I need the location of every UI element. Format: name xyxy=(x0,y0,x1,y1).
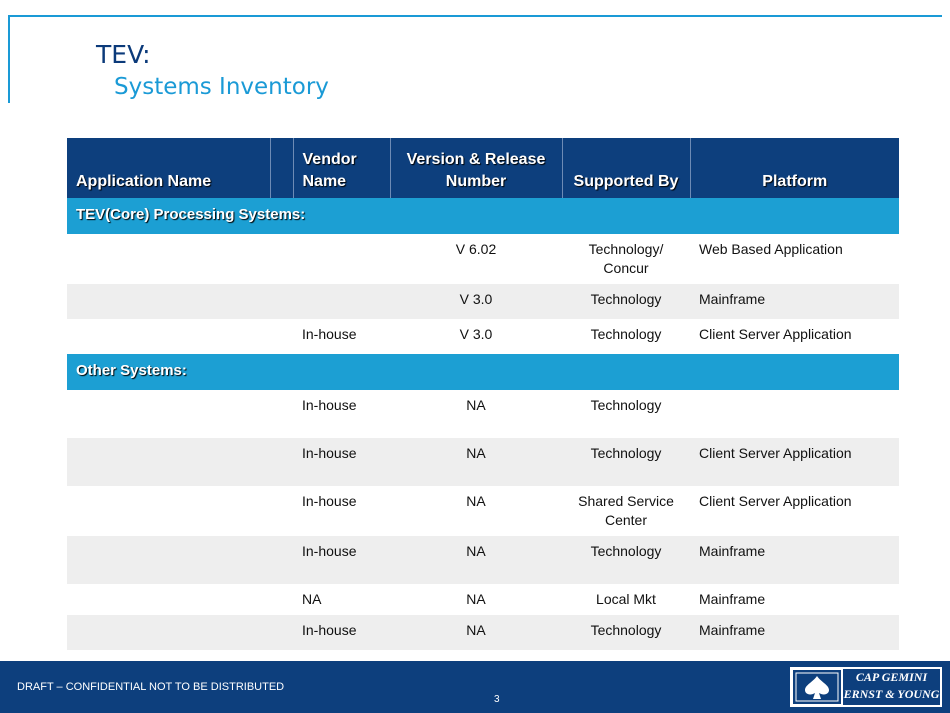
table-row xyxy=(67,615,899,650)
cell-vendor xyxy=(293,234,390,284)
cell-version: V 6.02 xyxy=(455,241,497,257)
cell-blank xyxy=(270,319,293,354)
table-row xyxy=(67,536,899,584)
cell-platform: Client Server Application xyxy=(690,438,899,486)
cell-vendor xyxy=(293,284,390,319)
cell-version: NA xyxy=(466,493,486,509)
cell-version: NA xyxy=(390,615,562,650)
cell-version: NA xyxy=(466,397,486,413)
cell-supported: Local Mkt xyxy=(596,591,656,607)
cell-blank xyxy=(270,438,293,486)
cell-app xyxy=(67,584,270,615)
cell-platform: Web Based Application xyxy=(699,241,843,257)
table-header-row xyxy=(67,138,899,198)
slide-footer xyxy=(0,661,950,713)
slide-title: TEV: xyxy=(96,40,151,69)
cell-app xyxy=(67,284,270,319)
table-row xyxy=(67,234,899,284)
cell-supported: Technology xyxy=(562,284,690,319)
company-logo xyxy=(790,667,942,707)
cell-blank xyxy=(270,615,293,650)
cell-supported: Shared Service Center xyxy=(578,493,674,528)
cell-platform: Mainframe xyxy=(690,615,899,650)
table-row xyxy=(67,584,899,615)
cell-platform: Mainframe xyxy=(690,284,899,319)
cell-version: V 3.0 xyxy=(459,326,493,342)
cell-vendor: In-house xyxy=(302,326,357,342)
cell-supported: Technology xyxy=(562,615,690,650)
cell-app xyxy=(67,390,270,438)
cell-vendor: In-house xyxy=(293,438,390,486)
cell-supported: Technology xyxy=(590,326,662,342)
cell-app xyxy=(67,438,270,486)
cell-vendor: In-house xyxy=(293,536,390,584)
header-blank xyxy=(270,138,293,198)
slide-subtitle: Systems Inventory xyxy=(114,74,329,100)
cell-blank xyxy=(270,486,293,536)
cell-app xyxy=(67,234,270,284)
cell-app xyxy=(67,319,270,354)
cell-vendor: In-house xyxy=(302,397,357,413)
slide-frame-left xyxy=(8,15,10,103)
cell-app xyxy=(67,486,270,536)
header-vendor-name: Vendor Name xyxy=(293,138,390,198)
cell-blank xyxy=(270,584,293,615)
section-label-core: TEV(Core) Processing Systems: xyxy=(67,198,899,234)
cell-vendor: In-house xyxy=(293,615,390,650)
table-row xyxy=(67,438,899,486)
table-row xyxy=(67,284,899,319)
page-number: 3 xyxy=(494,694,500,705)
cell-version: NA xyxy=(466,591,486,607)
cell-platform: Mainframe xyxy=(690,536,899,584)
cell-platform: Client Server Application xyxy=(699,493,852,509)
systems-inventory-table xyxy=(67,138,899,650)
cell-platform: Client Server Application xyxy=(699,326,852,342)
header-supported-by: Supported By xyxy=(562,138,690,198)
header-application-name: Application Name xyxy=(67,138,270,198)
header-platform: Platform xyxy=(690,138,899,198)
cell-blank xyxy=(270,390,293,438)
cell-version: NA xyxy=(390,536,562,584)
cell-supported: Technology xyxy=(590,397,662,413)
logo-wordmark xyxy=(843,669,940,705)
logo-line-2: ERNST & YOUNG xyxy=(843,687,940,701)
cell-supported: Technology xyxy=(562,438,690,486)
cell-blank xyxy=(270,284,293,319)
cell-app xyxy=(67,615,270,650)
section-label-other: Other Systems: xyxy=(67,354,899,390)
cell-platform xyxy=(690,390,899,438)
section-row-core xyxy=(67,198,899,234)
cell-vendor: In-house xyxy=(302,493,357,509)
section-row-other xyxy=(67,354,899,390)
cell-version: V 3.0 xyxy=(390,284,562,319)
cell-platform: Mainframe xyxy=(699,591,766,607)
cell-blank xyxy=(270,234,293,284)
slide-frame-top xyxy=(8,15,942,17)
header-version-release: Version & Release Number xyxy=(390,138,562,198)
table-row xyxy=(67,486,899,536)
cell-blank xyxy=(270,536,293,584)
cell-supported: Technology xyxy=(562,536,690,584)
spade-icon xyxy=(793,670,841,704)
cell-vendor: NA xyxy=(302,591,322,607)
cell-version: NA xyxy=(390,438,562,486)
cell-supported: Technology/ Concur xyxy=(588,241,664,276)
logo-line-1: CAP GEMINI xyxy=(855,670,928,684)
table-row xyxy=(67,319,899,354)
confidential-notice: DRAFT – CONFIDENTIAL NOT TO BE DISTRIBUTED xyxy=(17,681,285,693)
table-row xyxy=(67,390,899,438)
cell-app xyxy=(67,536,270,584)
